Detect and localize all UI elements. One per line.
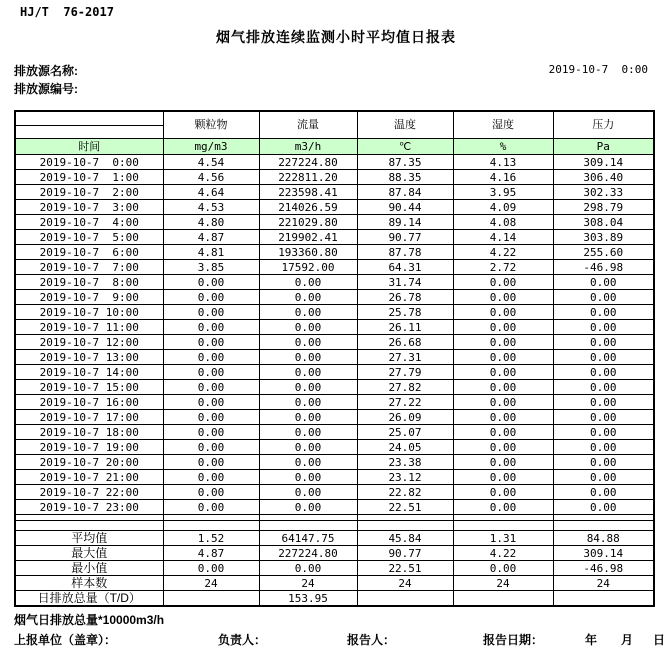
value-cell: 2.72	[453, 260, 553, 275]
value-cell: 24	[453, 576, 553, 591]
table-row	[15, 425, 654, 440]
value-cell: 0.00	[163, 320, 259, 335]
time-cell: 2019-10-7 12:00	[15, 335, 163, 350]
value-cell: 84.88	[553, 531, 654, 546]
summary-label: 最大值	[15, 546, 163, 561]
value-cell: 0.00	[163, 380, 259, 395]
unit-row	[15, 139, 654, 155]
value-cell: 0.00	[259, 335, 357, 350]
value-cell: 25.78	[357, 305, 453, 320]
col-header-pressure: 压力	[553, 111, 654, 139]
unit-humidity: %	[453, 139, 553, 155]
value-cell: 0.00	[553, 335, 654, 350]
value-cell: 0.00	[453, 455, 553, 470]
summary-label: 样本数	[15, 576, 163, 591]
value-cell: 0.00	[259, 440, 357, 455]
table-row	[15, 395, 654, 410]
value-cell: 0.00	[453, 305, 553, 320]
value-cell: 0.00	[553, 380, 654, 395]
value-cell: 0.00	[453, 320, 553, 335]
table-row	[15, 485, 654, 500]
value-cell: 255.60	[553, 245, 654, 260]
time-header-split-top	[15, 111, 163, 126]
col-header-flow: 流量	[259, 111, 357, 139]
value-cell: 0.00	[453, 410, 553, 425]
reporter-label: 报告人：	[347, 633, 396, 647]
unit-temperature: ℃	[357, 139, 453, 155]
value-cell: 227224.80	[259, 155, 357, 170]
time-cell: 2019-10-7 10:00	[15, 305, 163, 320]
time-cell: 2019-10-7 17:00	[15, 410, 163, 425]
source-name-label: 排放源名称:	[14, 64, 78, 78]
value-cell: 1.31	[453, 531, 553, 546]
value-cell: 26.09	[357, 410, 453, 425]
time-cell: 2019-10-7 13:00	[15, 350, 163, 365]
time-cell: 2019-10-7 3:00	[15, 200, 163, 215]
value-cell: 3.85	[163, 260, 259, 275]
value-cell: 303.89	[553, 230, 654, 245]
value-cell: 31.74	[357, 275, 453, 290]
time-cell: 2019-10-7 16:00	[15, 395, 163, 410]
value-cell: 0.00	[259, 485, 357, 500]
value-cell: 0.00	[453, 470, 553, 485]
table-row	[15, 440, 654, 455]
value-cell: 0.00	[163, 455, 259, 470]
value-cell: 27.79	[357, 365, 453, 380]
value-cell: 0.00	[163, 350, 259, 365]
value-cell: 0.00	[453, 335, 553, 350]
value-cell: 89.14	[357, 215, 453, 230]
table-row	[15, 170, 654, 185]
unit-flow: m3/h	[259, 139, 357, 155]
value-cell	[553, 591, 654, 607]
value-cell	[357, 591, 453, 607]
value-cell: 4.53	[163, 200, 259, 215]
value-cell: 0.00	[259, 410, 357, 425]
table-row	[15, 500, 654, 515]
value-cell: 298.79	[553, 200, 654, 215]
value-cell: 0.00	[163, 410, 259, 425]
summary-label: 最小值	[15, 561, 163, 576]
unit-particulate: mg/m3	[163, 139, 259, 155]
value-cell: 90.77	[357, 546, 453, 561]
table-row	[15, 260, 654, 275]
time-cell: 2019-10-7 1:00	[15, 170, 163, 185]
value-cell	[163, 591, 259, 607]
value-cell: 153.95	[259, 591, 357, 607]
time-cell: 2019-10-7 8:00	[15, 275, 163, 290]
value-cell: 0.00	[259, 561, 357, 576]
value-cell: 87.78	[357, 245, 453, 260]
time-cell: 2019-10-7 0:00	[15, 155, 163, 170]
summary-label: 日排放总量（T/D）	[15, 591, 163, 607]
table-row	[15, 531, 654, 546]
value-cell: 4.09	[453, 200, 553, 215]
value-cell: 4.56	[163, 170, 259, 185]
col-header-temperature: 温度	[357, 111, 453, 139]
value-cell: 0.00	[163, 425, 259, 440]
value-cell: 0.00	[259, 455, 357, 470]
time-cell: 2019-10-7 4:00	[15, 215, 163, 230]
value-cell: 0.00	[553, 395, 654, 410]
value-cell: 0.00	[163, 500, 259, 515]
value-cell: 4.16	[453, 170, 553, 185]
value-cell: 0.00	[553, 440, 654, 455]
value-cell: 0.00	[453, 395, 553, 410]
table-row	[15, 230, 654, 245]
value-cell: 45.84	[357, 531, 453, 546]
table-row	[15, 561, 654, 576]
table-row	[15, 350, 654, 365]
value-cell: 0.00	[259, 500, 357, 515]
value-cell: 0.00	[453, 440, 553, 455]
value-cell: 26.11	[357, 320, 453, 335]
value-cell: 4.22	[453, 245, 553, 260]
table-row	[15, 290, 654, 305]
value-cell: 0.00	[553, 305, 654, 320]
value-cell: 27.82	[357, 380, 453, 395]
unit-pressure: Pa	[553, 139, 654, 155]
table-row	[15, 335, 654, 350]
time-cell: 2019-10-7 5:00	[15, 230, 163, 245]
value-cell: 23.38	[357, 455, 453, 470]
table-row	[15, 410, 654, 425]
value-cell: 0.00	[259, 365, 357, 380]
table-row	[15, 380, 654, 395]
table-row	[15, 455, 654, 470]
value-cell: 4.80	[163, 215, 259, 230]
time-header-split-bottom	[15, 126, 163, 139]
table-row	[15, 185, 654, 200]
value-cell: 4.64	[163, 185, 259, 200]
value-cell	[453, 591, 553, 607]
value-cell: 0.00	[259, 350, 357, 365]
value-cell: 0.00	[163, 335, 259, 350]
table-row	[15, 320, 654, 335]
table-row	[15, 576, 654, 591]
value-cell: 0.00	[453, 380, 553, 395]
time-cell: 2019-10-7 20:00	[15, 455, 163, 470]
value-cell: 4.81	[163, 245, 259, 260]
value-cell: 214026.59	[259, 200, 357, 215]
time-header: 时间	[15, 139, 163, 155]
value-cell: 0.00	[163, 470, 259, 485]
table-row	[15, 155, 654, 170]
value-cell: 308.04	[553, 215, 654, 230]
table-row	[15, 591, 654, 607]
value-cell: 0.00	[163, 305, 259, 320]
table-row	[15, 305, 654, 320]
value-cell: 0.00	[553, 425, 654, 440]
time-cell: 2019-10-7 18:00	[15, 425, 163, 440]
value-cell: 227224.80	[259, 546, 357, 561]
value-cell: 0.00	[453, 500, 553, 515]
value-cell: 0.00	[259, 380, 357, 395]
time-cell: 2019-10-7 19:00	[15, 440, 163, 455]
value-cell: 3.95	[453, 185, 553, 200]
value-cell: 0.00	[163, 561, 259, 576]
time-cell: 2019-10-7 6:00	[15, 245, 163, 260]
value-cell: 0.00	[163, 290, 259, 305]
value-cell: 4.54	[163, 155, 259, 170]
report-unit-label: 上报单位（盖章）：	[14, 633, 117, 647]
value-cell: 22.82	[357, 485, 453, 500]
value-cell: 90.44	[357, 200, 453, 215]
value-cell: 88.35	[357, 170, 453, 185]
value-cell: 0.00	[553, 470, 654, 485]
value-cell: 0.00	[553, 350, 654, 365]
time-cell: 2019-10-7 7:00	[15, 260, 163, 275]
value-cell: 27.31	[357, 350, 453, 365]
time-cell: 2019-10-7 22:00	[15, 485, 163, 500]
report-date-label: 报告日期：	[483, 633, 544, 647]
year-label: 年	[585, 633, 598, 647]
value-cell: 0.00	[163, 275, 259, 290]
value-cell: 0.00	[259, 425, 357, 440]
value-cell: 27.22	[357, 395, 453, 410]
value-cell: 4.08	[453, 215, 553, 230]
value-cell: 0.00	[259, 395, 357, 410]
value-cell: 0.00	[553, 485, 654, 500]
value-cell: 24	[553, 576, 654, 591]
value-cell: 4.14	[453, 230, 553, 245]
value-cell: 26.78	[357, 290, 453, 305]
col-header-humidity: 湿度	[453, 111, 553, 139]
time-cell: 2019-10-7 21:00	[15, 470, 163, 485]
report-table	[14, 110, 655, 607]
value-cell: 221029.80	[259, 215, 357, 230]
value-cell: 302.33	[553, 185, 654, 200]
value-cell: 0.00	[453, 365, 553, 380]
value-cell: 25.07	[357, 425, 453, 440]
month-label: 月	[621, 633, 634, 647]
value-cell: 90.77	[357, 230, 453, 245]
value-cell: 0.00	[163, 440, 259, 455]
value-cell: 0.00	[259, 305, 357, 320]
value-cell: 22.51	[357, 500, 453, 515]
value-cell: 0.00	[163, 365, 259, 380]
value-cell: 0.00	[553, 275, 654, 290]
value-cell: 64.31	[357, 260, 453, 275]
value-cell: 4.87	[163, 546, 259, 561]
value-cell: -46.98	[553, 561, 654, 576]
value-cell: 193360.80	[259, 245, 357, 260]
value-cell: 0.00	[163, 485, 259, 500]
signature-line	[0, 631, 672, 647]
time-cell: 2019-10-7 9:00	[15, 290, 163, 305]
value-cell: 0.00	[453, 275, 553, 290]
responsible-label: 负责人：	[218, 633, 267, 647]
value-cell: 0.00	[553, 410, 654, 425]
report-datetime: 2019-10-7 0:00	[548, 63, 648, 76]
value-cell: 22.51	[357, 561, 453, 576]
value-cell: 0.00	[259, 290, 357, 305]
value-cell: 26.68	[357, 335, 453, 350]
time-cell: 2019-10-7 15:00	[15, 380, 163, 395]
source-code-label: 排放源编号:	[14, 82, 78, 96]
value-cell: 0.00	[453, 290, 553, 305]
value-cell: 219902.41	[259, 230, 357, 245]
summary-label: 平均值	[15, 531, 163, 546]
value-cell: 87.35	[357, 155, 453, 170]
value-cell: 0.00	[259, 275, 357, 290]
table-row	[15, 470, 654, 485]
footer-note: 烟气日排放总量*10000m3/h	[14, 613, 165, 627]
value-cell: 23.12	[357, 470, 453, 485]
value-cell: 4.22	[453, 546, 553, 561]
value-cell: 17592.00	[259, 260, 357, 275]
table-row	[15, 200, 654, 215]
value-cell: 24.05	[357, 440, 453, 455]
table-row	[15, 275, 654, 290]
time-cell: 2019-10-7 23:00	[15, 500, 163, 515]
value-cell: 222811.20	[259, 170, 357, 185]
day-label: 日	[653, 633, 666, 647]
value-cell: 309.14	[553, 155, 654, 170]
value-cell: 309.14	[553, 546, 654, 561]
value-cell: 0.00	[453, 485, 553, 500]
time-cell: 2019-10-7 11:00	[15, 320, 163, 335]
value-cell: 24	[357, 576, 453, 591]
value-cell: 0.00	[163, 395, 259, 410]
value-cell: 0.00	[259, 470, 357, 485]
value-cell: 0.00	[553, 320, 654, 335]
value-cell: 1.52	[163, 531, 259, 546]
value-cell: 0.00	[453, 561, 553, 576]
table-row	[15, 546, 654, 561]
time-cell: 2019-10-7 2:00	[15, 185, 163, 200]
table-row	[15, 215, 654, 230]
table-header-row-top	[15, 111, 654, 126]
value-cell: 64147.75	[259, 531, 357, 546]
value-cell: 0.00	[553, 290, 654, 305]
time-cell: 2019-10-7 14:00	[15, 365, 163, 380]
value-cell: 0.00	[553, 365, 654, 380]
value-cell: 24	[259, 576, 357, 591]
value-cell: -46.98	[553, 260, 654, 275]
value-cell: 0.00	[453, 350, 553, 365]
value-cell: 0.00	[553, 455, 654, 470]
value-cell: 223598.41	[259, 185, 357, 200]
value-cell: 24	[163, 576, 259, 591]
value-cell: 0.00	[453, 425, 553, 440]
value-cell: 306.40	[553, 170, 654, 185]
value-cell: 4.87	[163, 230, 259, 245]
value-cell: 4.13	[453, 155, 553, 170]
table-row	[15, 245, 654, 260]
standard-code: HJ/T 76-2017	[20, 5, 114, 19]
table-row	[15, 365, 654, 380]
col-header-particulate: 颗粒物	[163, 111, 259, 139]
value-cell: 0.00	[259, 320, 357, 335]
value-cell: 0.00	[553, 500, 654, 515]
page-title: 烟气排放连续监测小时平均值日报表	[216, 29, 456, 45]
value-cell: 87.84	[357, 185, 453, 200]
spacer-row	[15, 521, 654, 531]
